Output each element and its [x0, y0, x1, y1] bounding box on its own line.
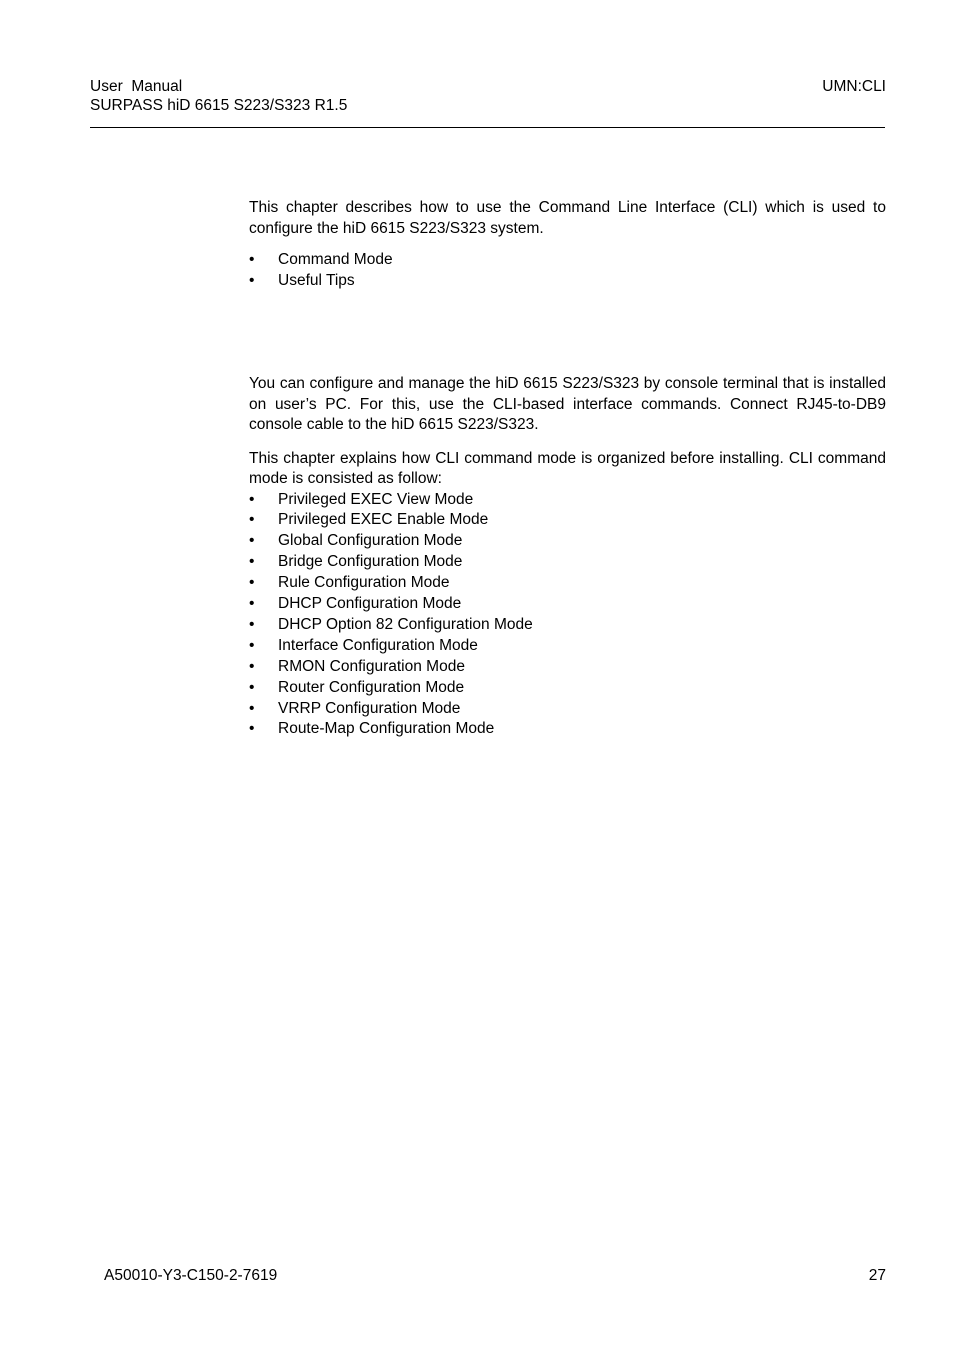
intro-paragraph: This chapter describes how to use the Command Line Interface (CLI) which is used to configure the hiD 6615 S223/S323 system.: [249, 199, 886, 237]
command-mode-paragraph-1: You can configure and manage the hiD 6615 S223/S323 by console terminal that is installed on user’s PC. For this, use the CLI-based interface commands. Connect RJ45-to-DB9 console cable to the hiD 6615 S223/S323.: [249, 375, 886, 433]
list-item: • Interface Configuration Mode: [249, 636, 886, 657]
bullet-icon: •: [249, 553, 255, 571]
command-mode-list: [249, 490, 886, 741]
list-item: • DHCP Option 82 Configuration Mode: [249, 615, 886, 636]
bullet-icon: •: [249, 532, 255, 550]
running-header: [90, 77, 347, 115]
bullet-icon: •: [249, 636, 255, 654]
list-item: • Router Configuration Mode: [249, 678, 886, 699]
list-item: • Useful Tips: [249, 271, 886, 292]
list-item: • Privileged EXEC Enable Mode: [249, 510, 886, 531]
intro-section: [249, 198, 886, 292]
page-number: 27: [868, 1267, 886, 1284]
bullet-icon: •: [249, 574, 255, 592]
intro-bullet-list: [249, 250, 886, 292]
bullet-icon: •: [249, 511, 255, 529]
footer-doc-number: A50010-Y3-C150-2-7619: [104, 1267, 278, 1284]
bullet-icon: •: [249, 251, 255, 268]
header-doc-type: User Manual: [90, 78, 183, 95]
list-item: • RMON Configuration Mode: [249, 657, 886, 678]
list-item: • Bridge Configuration Mode: [249, 552, 886, 573]
list-item: • DHCP Configuration Mode: [249, 594, 886, 615]
bullet-icon: •: [249, 720, 255, 738]
header-product: SURPASS hiD 6615 S223/S323 R1.5: [90, 97, 348, 114]
bullet-icon: •: [249, 678, 255, 696]
bullet-icon: •: [249, 490, 255, 508]
header-rule: [90, 127, 885, 128]
list-item: • Global Configuration Mode: [249, 531, 886, 552]
bullet-icon: •: [249, 271, 255, 289]
bullet-icon: •: [249, 615, 255, 633]
header-code: UMN:CLI: [822, 78, 886, 95]
list-item: • Rule Configuration Mode: [249, 573, 886, 594]
bullet-icon: •: [249, 657, 255, 675]
command-mode-paragraph-2: This chapter explains how CLI command mode is organized before installing. CLI command mode is consisted as follow:: [249, 449, 886, 487]
list-item: • VRRP Configuration Mode: [249, 699, 886, 720]
list-item: • Command Mode: [249, 250, 886, 271]
bullet-icon: •: [249, 595, 255, 613]
list-item: • Route-Map Configuration Mode: [249, 719, 886, 740]
list-item: • Privileged EXEC View Mode: [249, 490, 886, 511]
command-mode-section: [249, 374, 886, 740]
bullet-icon: •: [249, 699, 255, 717]
